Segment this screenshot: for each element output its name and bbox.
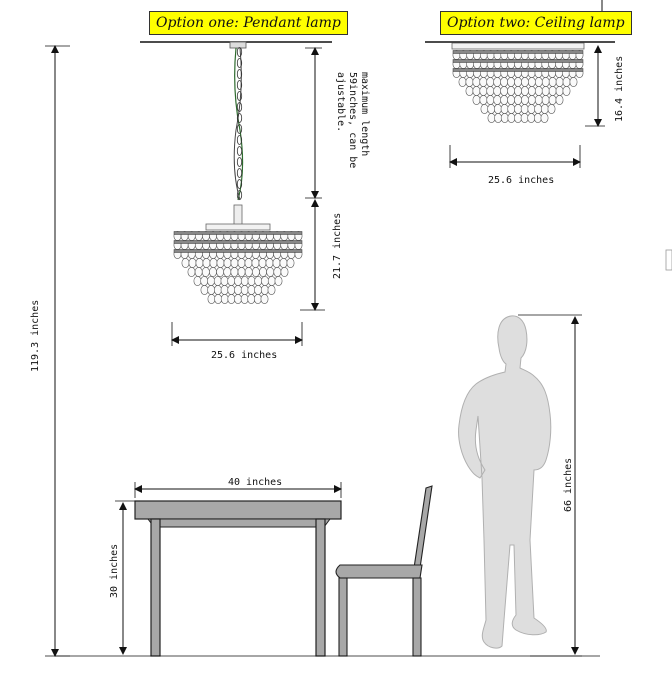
crystal-bead: [238, 267, 245, 276]
crystal-bead: [549, 86, 556, 95]
crystal-bead: [231, 258, 238, 267]
crystal-bead: [507, 86, 514, 95]
crystal-bead: [259, 267, 266, 276]
crystal-bead: [563, 86, 570, 95]
person-silhouette: [459, 316, 551, 648]
crystal-bead: [207, 276, 214, 285]
crystal-bead: [202, 267, 209, 276]
frame-band: [453, 51, 583, 54]
crystal-bead: [521, 95, 528, 104]
crystal-bead: [494, 104, 501, 113]
crystal-bead: [480, 95, 487, 104]
crystal-bead: [487, 77, 494, 86]
crystal-bead: [195, 267, 202, 276]
crystal-bead: [535, 77, 542, 86]
crystal-bead: [528, 95, 535, 104]
crystal-bead: [541, 113, 548, 122]
ceiling-height-label: 16.4 inches: [614, 55, 625, 122]
crystal-bead: [259, 258, 266, 267]
crystal-bead: [234, 285, 241, 294]
chain-link: [237, 147, 241, 156]
crystal-bead: [521, 86, 528, 95]
chain-link: [237, 48, 241, 57]
crystal-bead: [535, 104, 542, 113]
crystal-bead: [217, 267, 224, 276]
crystal-bead: [494, 86, 501, 95]
crystal-bead: [528, 104, 535, 113]
crystal-bead: [221, 285, 228, 294]
crystal-bead: [466, 77, 473, 86]
crystal-bead: [287, 258, 294, 267]
pendant-height-label: 21.7 inches: [332, 212, 343, 279]
table-height-label: 30 inches: [109, 543, 120, 598]
crystal-bead: [514, 104, 521, 113]
crystal-bead: [255, 276, 262, 285]
frame-band: [453, 60, 583, 63]
crystal-bead: [221, 294, 228, 303]
crystal-bead: [209, 267, 216, 276]
crystal-bead: [234, 276, 241, 285]
crystal-bead: [514, 86, 521, 95]
chain-length-dimension: [305, 48, 322, 198]
crystal-bead: [196, 258, 203, 267]
crystal-bead: [542, 86, 549, 95]
crystal-bead: [480, 77, 487, 86]
crystal-bead: [248, 285, 255, 294]
crystal-bead: [241, 276, 248, 285]
crystal-bead: [188, 267, 195, 276]
crystal-bead: [501, 95, 508, 104]
crystal-bead: [252, 267, 259, 276]
crystal-bead: [201, 285, 208, 294]
frame-band: [174, 241, 302, 244]
crystal-bead: [514, 113, 521, 122]
crystal-bead: [528, 77, 535, 86]
crystal-bead: [541, 104, 548, 113]
frame-band: [174, 232, 302, 235]
crystal-bead: [466, 86, 473, 95]
crystal-bead: [514, 95, 521, 104]
crystal-bead: [528, 86, 535, 95]
crystal-bead: [248, 294, 255, 303]
crystal-bead: [570, 77, 577, 86]
crystal-bead: [549, 77, 556, 86]
crystal-bead: [274, 267, 281, 276]
person-height-label: 66 inches: [563, 457, 574, 512]
crystal-bead: [248, 276, 255, 285]
crystal-bead: [273, 258, 280, 267]
crystal-bead: [521, 113, 528, 122]
crystal-bead: [214, 285, 221, 294]
crystal-bead: [501, 77, 508, 86]
crystal-bead: [459, 77, 466, 86]
crystal-bead: [268, 285, 275, 294]
crystal-bead: [224, 267, 231, 276]
crystal-bead: [563, 77, 570, 86]
crystal-bead: [182, 258, 189, 267]
crystal-bead: [535, 95, 542, 104]
total-height-label: 119.3 inches: [30, 299, 41, 372]
crystal-bead: [252, 258, 259, 267]
crystal-bead: [194, 276, 201, 285]
crystal-bead: [549, 95, 556, 104]
crystal-bead: [266, 258, 273, 267]
crystal-bead: [487, 95, 494, 104]
crystal-bead: [208, 294, 215, 303]
crystal-bead: [507, 95, 514, 104]
pendant-height-dimension: [300, 200, 325, 310]
crystal-bead: [534, 113, 541, 122]
crystal-bead: [255, 285, 262, 294]
crystal-bead: [473, 77, 480, 86]
crystal-bead: [261, 294, 268, 303]
dining-chair: [336, 486, 432, 656]
crystal-bead: [228, 276, 235, 285]
crystal-bead: [245, 267, 252, 276]
crystal-bead: [508, 104, 515, 113]
crystal-bead: [528, 113, 535, 122]
crystal-bead: [261, 285, 268, 294]
chain-note-line-2: 59inches, can be: [347, 72, 358, 169]
crystal-bead: [488, 104, 495, 113]
crystal-bead: [556, 95, 563, 104]
pendant-width-dimension: [172, 322, 302, 346]
crystal-bead: [203, 258, 210, 267]
crystal-bead: [215, 294, 222, 303]
crystal-bead: [224, 258, 231, 267]
crystal-bead: [238, 258, 245, 267]
dining-table: [135, 501, 341, 656]
crystal-bead: [473, 86, 480, 95]
crystal-bead: [245, 258, 252, 267]
crystal-bead: [228, 285, 235, 294]
pendant-lamp: [174, 42, 302, 304]
pendant-width-label: 25.6 inches: [211, 350, 278, 361]
chain-length-note: [334, 72, 370, 168]
crystal-bead: [261, 276, 268, 285]
crystal-bead: [267, 267, 274, 276]
crystal-bead: [548, 104, 555, 113]
crystal-bead: [241, 294, 248, 303]
chain-link: [237, 169, 241, 178]
crystal-bead: [201, 276, 208, 285]
chain-note-line-3: ajustable.: [335, 72, 346, 133]
ceiling-width-label: 25.6 inches: [488, 175, 555, 186]
ceiling-height-dimension: [585, 46, 605, 126]
crystal-bead: [221, 276, 228, 285]
crystal-bead: [501, 113, 508, 122]
crystal-bead: [481, 104, 488, 113]
crystal-bead: [556, 77, 563, 86]
crystal-bead: [494, 77, 501, 86]
ceiling-lamp: [452, 43, 584, 123]
crystal-bead: [514, 77, 521, 86]
option-one-title: Option one: Pendant lamp: [149, 11, 348, 35]
crystal-bead: [210, 258, 217, 267]
edge-mark: [666, 250, 672, 270]
crystal-bead: [501, 104, 508, 113]
table-width-label: 40 inches: [228, 477, 283, 488]
crystal-bead: [480, 86, 487, 95]
crystal-bead: [508, 113, 515, 122]
crystal-bead: [254, 294, 261, 303]
crystal-bead: [268, 276, 275, 285]
crystal-bead: [488, 113, 495, 122]
crystal-bead: [473, 95, 480, 104]
ceiling-width-dimension: [450, 145, 580, 168]
chain-note-line-1: maximum length: [359, 72, 370, 157]
crystal-bead: [275, 276, 282, 285]
crystal-bead: [280, 258, 287, 267]
total-height-dimension: [45, 46, 70, 656]
crystal-bead: [228, 294, 235, 303]
crystal-bead: [507, 77, 514, 86]
crystal-bead: [487, 86, 494, 95]
crystal-bead: [495, 113, 502, 122]
crystal-bead: [501, 86, 508, 95]
frame-band: [453, 69, 583, 72]
crystal-bead: [231, 267, 238, 276]
crystal-bead: [214, 276, 221, 285]
chain-link: [237, 158, 241, 167]
crystal-bead: [521, 77, 528, 86]
crystal-bead: [535, 86, 542, 95]
crystal-bead: [189, 258, 196, 267]
option-two-title: Option two: Ceiling lamp: [440, 11, 632, 35]
frame-band: [174, 250, 302, 253]
crystal-bead: [281, 267, 288, 276]
crystal-bead: [241, 285, 248, 294]
crystal-bead: [521, 104, 528, 113]
crystal-bead: [217, 258, 224, 267]
crystal-bead: [556, 86, 563, 95]
crystal-bead: [234, 294, 241, 303]
crystal-bead: [542, 95, 549, 104]
crystal-bead: [542, 77, 549, 86]
crystal-bead: [208, 285, 215, 294]
crystal-bead: [494, 95, 501, 104]
